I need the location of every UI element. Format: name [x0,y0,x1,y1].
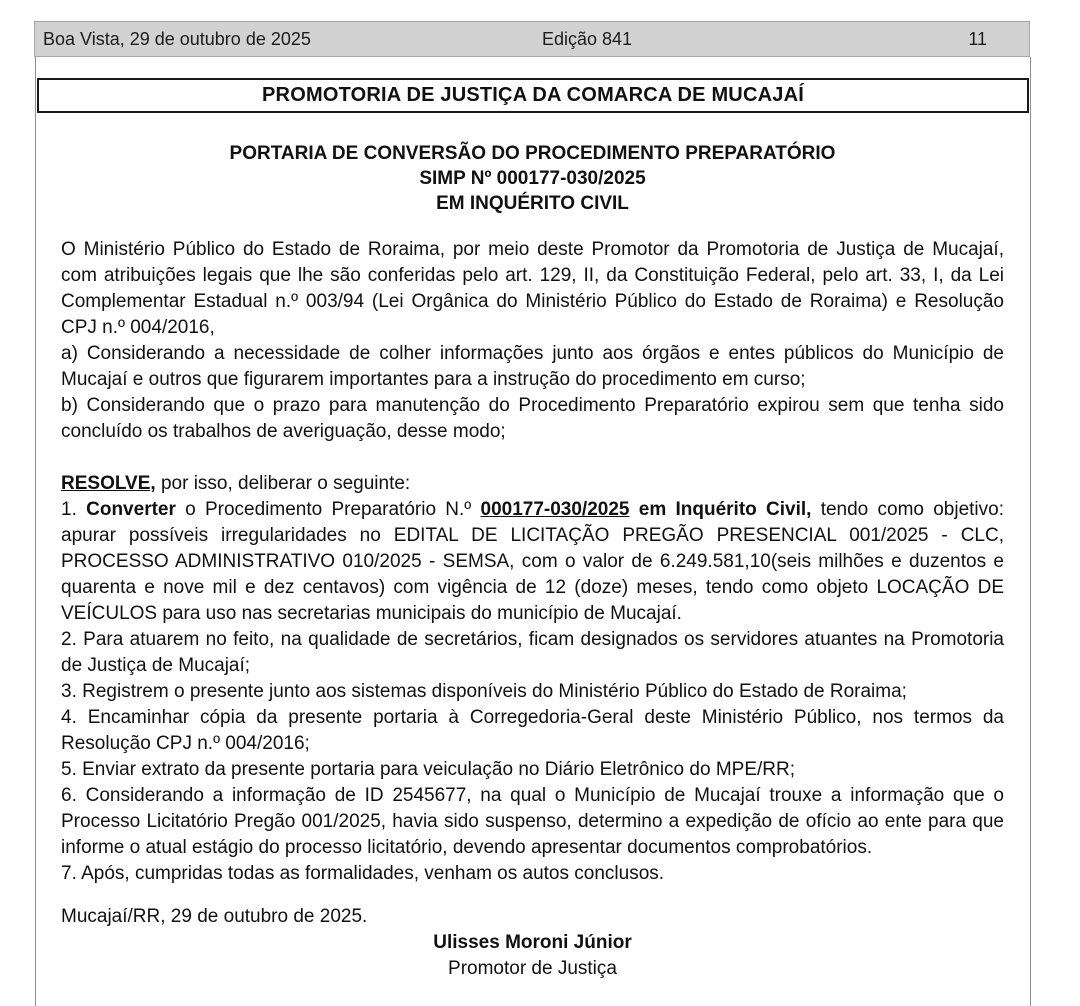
header-page-number: 11 [968,29,987,49]
item-1-number: 1. [61,499,87,520]
document-body [36,113,1030,982]
heading-line-1: PORTARIA DE CONVERSÃO DO PROCEDIMENTO PREPARATÓRIO [229,143,836,164]
heading-line-2: SIMP Nº 000177-030/2025 [419,168,646,189]
signer-name: Ulisses Moroni Júnior [433,932,632,953]
resolve-keyword: RESOLVE, [61,473,156,494]
signer-role: Promotor de Justiça [448,958,617,979]
resolve-item-6: 6. Considerando a informação de ID 2545677, na qual o Município de Mucajaí trouxe a informação que o Processo Licitatório Pregão 001/2025, havia sido suspenso, determino a expedição de ofício ao ente para que informe o atual estágio do processo licitatório, devendo apresentar documentos comprobatórios. [61,785,1004,858]
item-1-case-number: 000177-030/2025 [480,499,630,520]
header-place-date: Boa Vista, 29 de outubro de 2025 [43,29,311,49]
item-1-bold-tail: em Inquérito Civil, [629,499,812,520]
content-frame [35,57,1031,1006]
closing-date-line: Mucajaí/RR, 29 de outubro de 2025. [61,906,368,927]
header-edition: Edição 841 [542,29,633,49]
resolve-item-4: 4. Encaminhar cópia da presente portaria à Corregedoria-Geral deste Ministério Público, nos termos da Resolução CPJ n.º 004/2016; [61,707,1004,754]
page-header [34,21,1030,57]
resolve-item-1 [61,497,1004,627]
resolve-line [61,471,1004,497]
section-title-box [37,78,1029,113]
resolve-item-3: 3. Registrem o presente junto aos sistemas disponíveis do Ministério Público do Estado de Roraima; [61,681,907,702]
item-1-rest: tendo como objetivo: apurar possíveis irregularidades no EDITAL DE LICITAÇÃO PREGÃO PRESENCIAL 001/2025 - CLC, PROCESSO ADMINISTRATIVO 010/2025 - SEMSA, com o valor de 6.249.581,10(seis milhões e duzentos e quarenta e nove mil e dez centavos) com vigência de 12 (doze) meses, tendo como objeto LOCAÇÃO DE VEÍCULOS para uso nas secretarias municipais do município de Mucajaí. [61,499,1004,624]
heading-line-3: EM INQUÉRITO CIVIL [436,193,629,214]
consideration-b: b) Considerando que o prazo para manutenção do Procedimento Preparatório expirou sem que tenha sido concluído os trabalhos de averiguação, desse modo; [61,395,1004,442]
document-heading [61,141,1004,216]
consideration-a: a) Considerando a necessidade de colher informações junto aos órgãos e entes públicos do Município de Mucajaí e outros que figurarem importantes para a instrução do procedimento em curso; [61,343,1004,390]
signature-block [61,930,1004,982]
resolve-item-2: 2. Para atuarem no feito, na qualidade de secretários, ficam designados os servidores atuantes na Promotoria de Justiça de Mucajaí; [61,629,1004,676]
item-1-converter: Converter [86,499,176,520]
section-title: PROMOTORIA DE JUSTIÇA DA COMARCA DE MUCAJAÍ [262,84,804,106]
resolve-item-5: 5. Enviar extrato da presente portaria para veiculação no Diário Eletrônico do MPE/RR; [61,759,795,780]
resolve-item-7: 7. Após, cumpridas todas as formalidades, venham os autos conclusos. [61,863,665,884]
resolve-rest: por isso, deliberar o seguinte: [155,473,411,494]
item-1-mid: o Procedimento Preparatório N.º [175,499,481,520]
preamble-paragraph: O Ministério Público do Estado de Roraima, por meio deste Promotor da Promotoria de Justiça de Mucajaí, com atribuições legais que lhe são conferidas pelo art. 129, II, da Constituição Federal, pelo art. 33, I, da Lei Complementar Estadual n.º 003/94 (Lei Orgânica do Ministério Público do Estado de Roraima) e Resolução CPJ n.º 004/2016, [61,239,1004,338]
